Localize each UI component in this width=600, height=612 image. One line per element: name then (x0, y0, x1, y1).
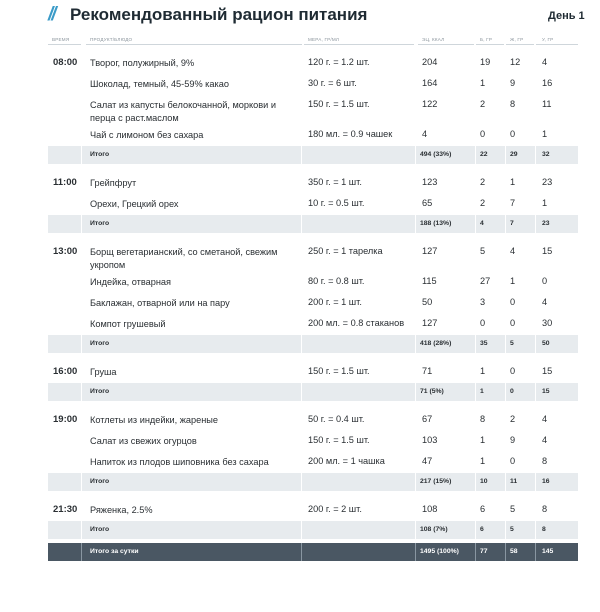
column-rule (506, 44, 534, 45)
product-name: Грейпфрут (90, 178, 137, 188)
page-header (0, 0, 600, 34)
table-row (48, 53, 578, 74)
column-rule (86, 44, 302, 45)
carb-value: 23 (542, 177, 553, 187)
product-name: Индейка, отварная (90, 277, 171, 287)
total-label: Итого (90, 388, 110, 395)
meal-time: 13:00 (53, 246, 78, 257)
carb-value: 1 (542, 198, 548, 208)
table-row (48, 74, 578, 95)
daily-total-label: Итого за сутки (90, 548, 139, 555)
cell-divider (415, 215, 416, 233)
carb-value: 16 (542, 78, 553, 88)
kcal-value: 71 (422, 366, 433, 376)
kcal-value: 164 (422, 78, 438, 88)
column-rule (48, 44, 81, 45)
total-carb: 8 (542, 526, 546, 533)
product-name: Борщ вегетарианский, со сметаной, свежим укропом (90, 247, 278, 270)
fat-value: 9 (510, 435, 516, 445)
cell-divider (301, 383, 302, 401)
product-name: Орехи, Грецкий орех (90, 199, 179, 209)
table-row (48, 173, 578, 194)
fat-value: 8 (510, 99, 516, 109)
cell-divider (301, 543, 302, 561)
fat-value: 1 (510, 276, 516, 286)
carb-value: 11 (542, 99, 552, 109)
cell-divider (475, 383, 476, 401)
cell-divider (475, 473, 476, 491)
total-label: Итого (90, 340, 110, 347)
measure-value: 150 г. = 1.5 шт. (308, 366, 370, 376)
total-label: Итого (90, 526, 110, 533)
protein-value: 0 (480, 318, 486, 328)
cell-divider (81, 146, 82, 164)
column-header-fat: Ж, ГР (510, 37, 524, 42)
carb-value: 8 (542, 504, 548, 514)
protein-value: 1 (480, 435, 486, 445)
table-row (48, 362, 578, 383)
total-carb: 15 (542, 388, 550, 395)
kcal-value: 127 (422, 318, 438, 328)
protein-value: 1 (480, 78, 486, 88)
total-carb: 16 (542, 478, 550, 485)
protein-value: 1 (480, 366, 486, 376)
total-fat: 11 (510, 478, 518, 485)
total-protein: 6 (480, 526, 484, 533)
carb-value: 4 (542, 297, 548, 307)
cell-divider (415, 146, 416, 164)
cell-divider (81, 473, 82, 491)
product-name: Компот грушевый (90, 319, 166, 329)
kcal-value: 123 (422, 177, 438, 187)
protein-value: 0 (480, 129, 486, 139)
kcal-value: 65 (422, 198, 433, 208)
cell-divider (505, 215, 506, 233)
total-fat: 0 (510, 388, 514, 395)
meal-spacer (48, 233, 578, 242)
column-header-time: ВРЕМЯ (52, 37, 70, 42)
measure-value: 250 г. = 1 тарелка (308, 246, 383, 256)
cell-divider (81, 521, 82, 539)
carb-value: 15 (542, 366, 553, 376)
product-name: Салат из капусты белокочанной, моркови и перца с раст.маслом (90, 100, 276, 123)
column-header-protein: Б, ГР (480, 37, 493, 42)
kcal-value: 204 (422, 57, 438, 67)
total-fat: 7 (510, 220, 514, 227)
carb-value: 0 (542, 276, 548, 286)
measure-value: 180 мл. = 0.9 чашек (308, 129, 393, 139)
fat-value: 0 (510, 456, 516, 466)
column-rule (304, 44, 414, 45)
meal-total-row (48, 335, 578, 353)
product-name: Груша (90, 367, 117, 377)
cell-divider (81, 543, 82, 561)
total-fat: 5 (510, 340, 514, 347)
cell-divider (505, 383, 506, 401)
column-rule (476, 44, 504, 45)
protein-value: 2 (480, 99, 486, 109)
cell-divider (301, 335, 302, 353)
total-carb: 50 (542, 340, 550, 347)
measure-value: 150 г. = 1.5 шт. (308, 435, 370, 445)
column-rule (418, 44, 474, 45)
table-row (48, 431, 578, 452)
fat-value: 2 (510, 414, 516, 424)
total-protein: 4 (480, 220, 484, 227)
cell-divider (475, 521, 476, 539)
total-kcal: 188 (13%) (420, 220, 452, 227)
meal-plan-table (48, 48, 578, 561)
day-label: День 1 (548, 10, 585, 22)
cell-divider (415, 383, 416, 401)
meal-time: 19:00 (53, 414, 78, 425)
daily-total-fat: 58 (510, 548, 518, 555)
meal-spacer (48, 401, 578, 410)
cell-divider (505, 473, 506, 491)
carb-value: 4 (542, 435, 548, 445)
cell-divider (415, 473, 416, 491)
cell-divider (535, 473, 536, 491)
cell-divider (505, 543, 506, 561)
column-header-measure: МЕРА, ГР/МЛ (308, 37, 340, 42)
fat-value: 9 (510, 78, 516, 88)
meal-time: 11:00 (53, 177, 77, 188)
table-row (48, 194, 578, 215)
total-protein: 35 (480, 340, 488, 347)
measure-value: 80 г. = 0.8 шт. (308, 276, 365, 286)
fat-value: 0 (510, 366, 516, 376)
fat-value: 1 (510, 177, 516, 187)
daily-total-kcal: 1495 (100%) (420, 548, 459, 555)
total-kcal: 418 (28%) (420, 340, 452, 347)
daily-total-row (48, 543, 578, 561)
cell-divider (475, 335, 476, 353)
carb-value: 30 (542, 318, 553, 328)
kcal-value: 4 (422, 129, 428, 139)
kcal-value: 122 (422, 99, 438, 109)
cell-divider (301, 146, 302, 164)
carb-value: 1 (542, 129, 548, 139)
product-name: Шоколад, темный, 45-59% какао (90, 79, 229, 89)
carb-value: 4 (542, 57, 548, 67)
fat-value: 5 (510, 504, 516, 514)
total-kcal: 71 (5%) (420, 388, 444, 395)
total-label: Итого (90, 151, 110, 158)
product-name: Котлеты из индейки, жареные (90, 415, 219, 425)
table-row (48, 293, 578, 314)
measure-value: 50 г. = 0.4 шт. (308, 414, 365, 424)
protein-value: 19 (480, 57, 491, 67)
protein-value: 5 (480, 246, 486, 256)
product-name: Салат из свежих огурцов (90, 436, 197, 446)
fat-value: 4 (510, 246, 516, 256)
protein-value: 6 (480, 504, 486, 514)
measure-value: 350 г. = 1 шт. (308, 177, 362, 187)
total-protein: 1 (480, 388, 484, 395)
table-row (48, 314, 578, 335)
cell-divider (475, 146, 476, 164)
fat-value: 7 (510, 198, 516, 208)
cell-divider (475, 543, 476, 561)
measure-value: 200 г. = 1 шт. (308, 297, 362, 307)
cell-divider (535, 543, 536, 561)
product-name: Творог, полужирный, 9% (90, 58, 195, 68)
kcal-value: 103 (422, 435, 438, 445)
total-carb: 32 (542, 151, 550, 158)
cell-divider (535, 146, 536, 164)
meal-total-row (48, 383, 578, 401)
cell-divider (475, 215, 476, 233)
protein-value: 2 (480, 177, 486, 187)
cell-divider (301, 521, 302, 539)
page-title: Рекомендованный рацион питания (70, 5, 368, 24)
kcal-value: 67 (422, 414, 433, 424)
product-name: Ряженка, 2.5% (90, 505, 153, 515)
meal-total-row (48, 473, 578, 491)
total-carb: 23 (542, 220, 550, 227)
column-header-product: ПРОДУКТ/БЛЮДО (90, 37, 133, 42)
product-name: Напиток из плодов шиповника без сахара (90, 457, 269, 467)
carb-value: 15 (542, 246, 553, 256)
total-fat: 29 (510, 151, 518, 158)
table-row (48, 410, 578, 431)
cell-divider (415, 543, 416, 561)
table-row (48, 272, 578, 293)
protein-value: 3 (480, 297, 486, 307)
meal-total-row (48, 146, 578, 164)
measure-value: 120 г. = 1.2 шт. (308, 57, 370, 67)
carb-value: 4 (542, 414, 548, 424)
protein-value: 8 (480, 414, 486, 424)
total-kcal: 217 (15%) (420, 478, 452, 485)
cell-divider (505, 146, 506, 164)
meal-spacer (48, 491, 578, 500)
cell-divider (81, 335, 82, 353)
title-accent: // (48, 4, 55, 25)
carb-value: 8 (542, 456, 548, 466)
meal-total-row (48, 215, 578, 233)
cell-divider (505, 335, 506, 353)
table-row (48, 95, 578, 125)
cell-divider (415, 335, 416, 353)
meal-time: 16:00 (53, 366, 78, 377)
table-row (48, 500, 578, 521)
cell-divider (535, 335, 536, 353)
total-protein: 22 (480, 151, 488, 158)
column-header-kcal: ЭЦ, ККАЛ (422, 37, 445, 42)
measure-value: 10 г. = 0.5 шт. (308, 198, 365, 208)
column-rule (536, 44, 578, 45)
fat-value: 0 (510, 129, 516, 139)
measure-value: 200 г. = 2 шт. (308, 504, 362, 514)
kcal-value: 47 (422, 456, 433, 466)
measure-value: 200 мл. = 0.8 стаканов (308, 318, 405, 328)
cell-divider (535, 521, 536, 539)
table-row (48, 125, 578, 146)
total-protein: 10 (480, 478, 488, 485)
cell-divider (301, 473, 302, 491)
protein-value: 1 (480, 456, 486, 466)
cell-divider (535, 215, 536, 233)
cell-divider (301, 215, 302, 233)
total-kcal: 108 (7%) (420, 526, 448, 533)
measure-value: 30 г. = 6 шт. (308, 78, 357, 88)
table-row (48, 452, 578, 473)
daily-total-carb: 145 (542, 548, 554, 555)
cell-divider (81, 383, 82, 401)
total-label: Итого (90, 220, 110, 227)
product-name: Баклажан, отварной или на пару (90, 298, 230, 308)
kcal-value: 108 (422, 504, 438, 514)
kcal-value: 50 (422, 297, 433, 307)
fat-value: 0 (510, 297, 516, 307)
column-header-carb: У, ГР (542, 37, 554, 42)
meal-spacer (48, 164, 578, 173)
kcal-value: 115 (422, 276, 437, 286)
cell-divider (535, 383, 536, 401)
kcal-value: 127 (422, 246, 438, 256)
protein-value: 27 (480, 276, 491, 286)
cell-divider (505, 521, 506, 539)
total-fat: 5 (510, 526, 514, 533)
meal-spacer (48, 353, 578, 362)
total-label: Итого (90, 478, 110, 485)
daily-total-protein: 77 (480, 548, 488, 555)
table-row (48, 242, 578, 272)
meal-time: 21:30 (53, 504, 78, 515)
fat-value: 12 (510, 57, 521, 67)
product-name: Чай с лимоном без сахара (90, 130, 204, 140)
protein-value: 2 (480, 198, 486, 208)
cell-divider (415, 521, 416, 539)
meal-total-row (48, 521, 578, 539)
meal-time: 08:00 (53, 57, 78, 68)
cell-divider (81, 215, 82, 233)
measure-value: 150 г. = 1.5 шт. (308, 99, 370, 109)
fat-value: 0 (510, 318, 516, 328)
total-kcal: 494 (33%) (420, 151, 452, 158)
measure-value: 200 мл. = 1 чашка (308, 456, 385, 466)
